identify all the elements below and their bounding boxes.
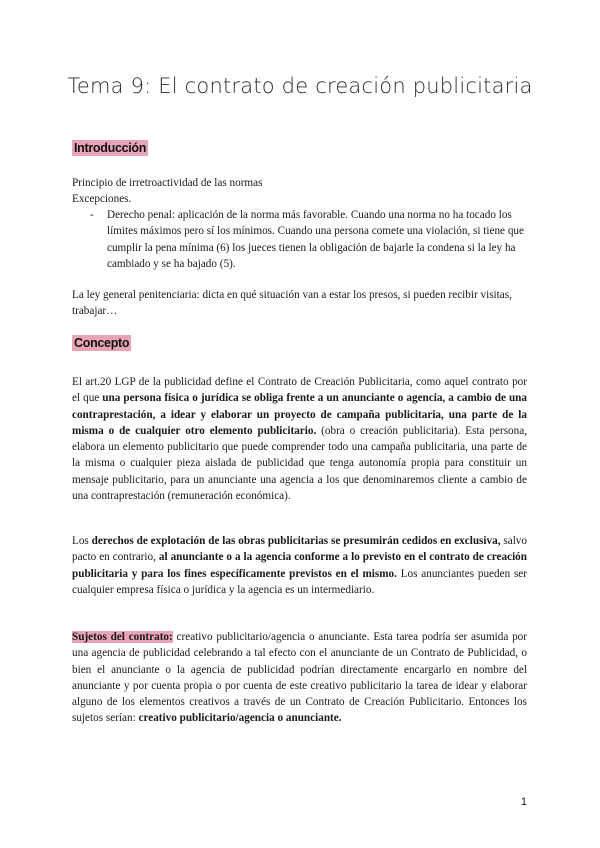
sujetos-label: Sujetos del contrato: [72,631,173,643]
concept-paragraph-3 [72,629,527,727]
concept-paragraph-1 [72,374,527,504]
p2-bold-1: derechos de explotación de las obras publicitarias se presumirán cedidos en exclusiva, [91,535,501,547]
p3-bold: creativo publicitario/agencia o anunciante. [138,712,342,725]
page-title: Tema 9: El contrato de creación publicitaria [67,74,533,98]
p1-bold: una persona física o jurídica se obliga frente a un anunciante o agencia, a cambio de una contraprestación, a idear y elaborar un proyecto de campaña publicitaria, una parte de la misma o de cualquier otro elemento publicitario. [72,392,527,437]
bullet-text: Derecho penal: aplicación de la norma más favorable. Cuando una norma no ha tocado los límites máximos pero sí los mínimos. Cuando una persona comete una violación, si tiene que cumplir la pena mínima (6) los jueces tienen la obligación de bajarle la condena si la ley ha cambiado y se ha bajado (5). [107,209,524,270]
heading-concepto: Concepto [74,336,130,350]
intro-lines [72,175,527,208]
intro-line-2: Excepciones. [72,193,132,206]
p2-bold-2: al anunciante o a la agencia conforme a lo previsto en el contrato de creación publicitaria y para los fines específicamente previstos en el mismo. [72,551,527,580]
concept-paragraph-2 [72,533,527,598]
intro-bullet [90,207,527,272]
p2-text-c: salvo pacto en contrario, [72,535,527,564]
intro-paragraph [72,287,527,320]
p3-text-a: creativo publicitario/agencia o anunciante. Esta tarea podría ser asumida por una agencia de publicidad celebrando a tal efecto con el anunciante de un Contrato de Publicidad, o bien el anunciante o la agencia de publicidad podrían directamente encargarlo en nombre del anunciante y por cuenta propia o por cuenta de este creativo publicitario la tarea de idear y elaborar alguno de los elementos creativos a través de un Contrato de Creación Publicitario. Entonces los sujetos serían: [72,631,527,725]
heading-introduccion: Introducción [74,141,147,155]
intro-paragraph-text: La ley general penitenciaria: dicta en qué situación van a estar los presos, si pueden recibir visitas, trabajar… [72,289,512,318]
p1-text-a: El art.20 LGP de la publicidad define el Contrato de Creación Publicitaria, como aquel contrato por el que [72,376,527,405]
bullet-dash: - [90,209,94,221]
p1-text-c: (obra o creación publicitaria). Esta persona, elabora un elemento publicitario que puede comprender todo una campaña publicitaria, una parte de la misma o cualquier pieza aislada de publicidad que tenga autonomía propia para constituir un mensaje publicitario, para un anunciante una agencia a los que denominaremos cliente a cambio de una contraprestación (remuneración económica). [72,424,527,503]
intro-line-1: Principio de irretroactividad de las normas [72,177,263,189]
page-number: 1 [520,796,527,808]
p2-text-e: Los anunciantes pueden ser cualquier empresa física o jurídica y la agencia es un intermediario. [72,567,527,596]
p2-text-a: Los [72,535,92,547]
